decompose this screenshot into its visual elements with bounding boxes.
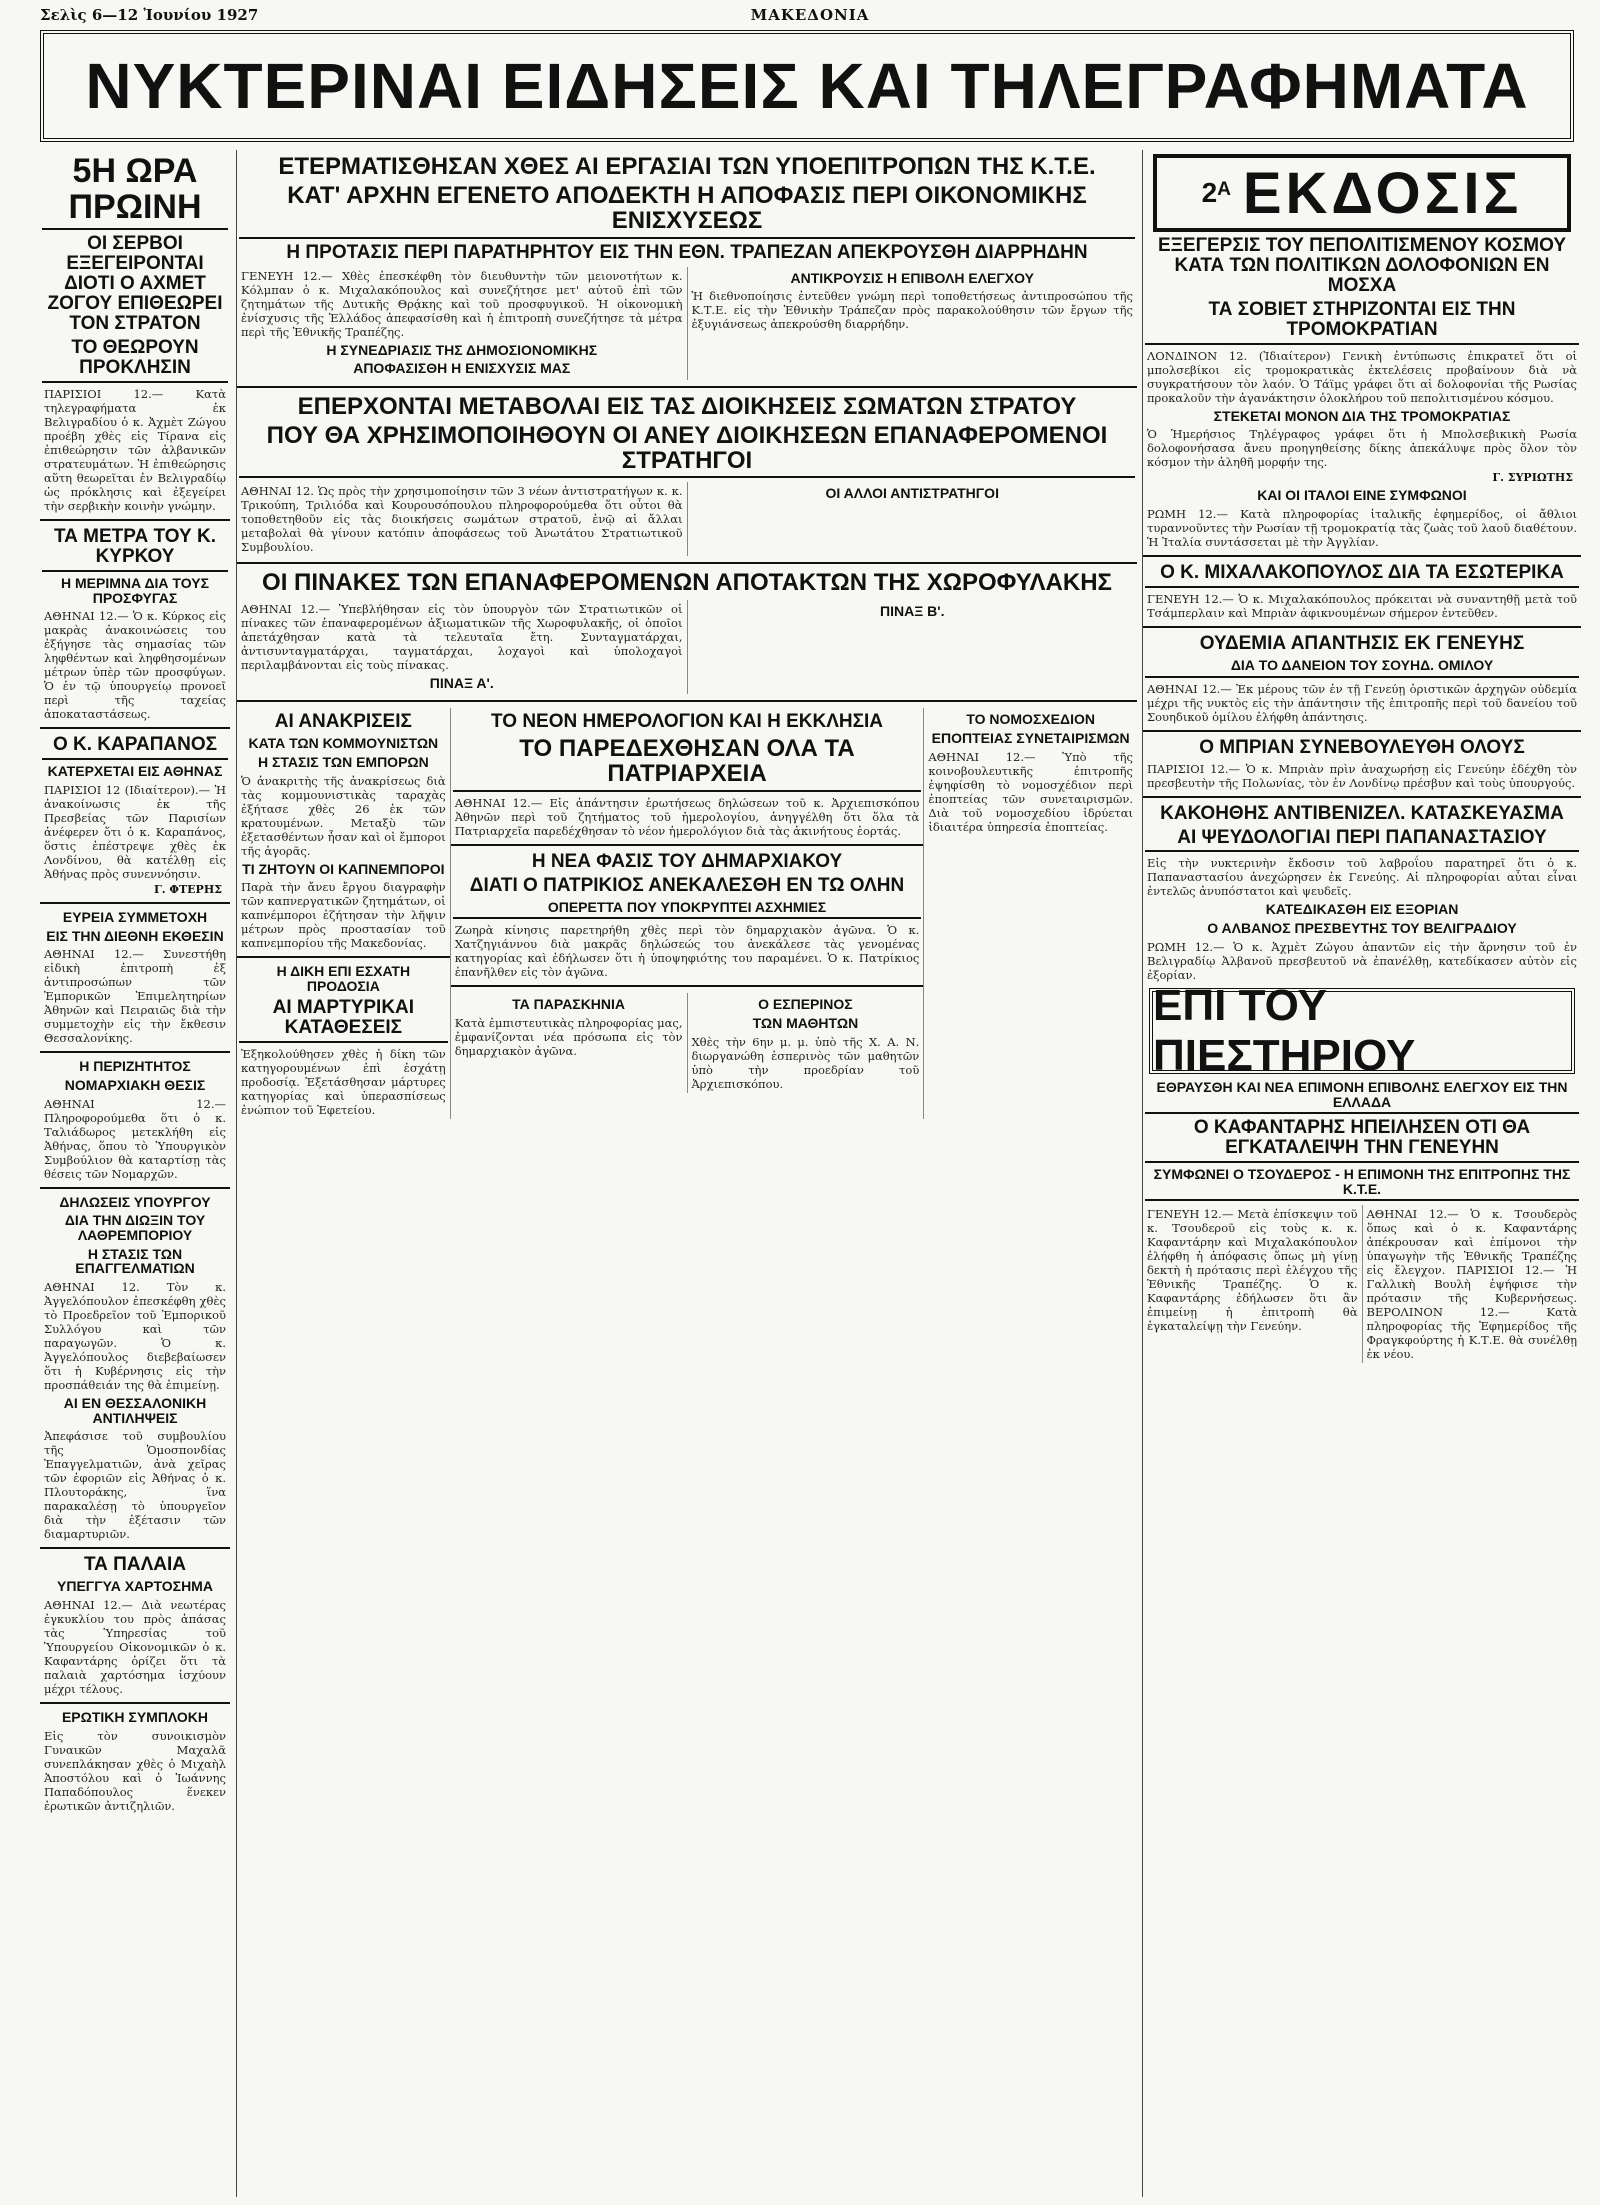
press-headline-3: ΣΥΜΦΩΝΕΙ Ο ΤΣΟΥΔΕΡΟΣ - Η ΕΠΙΜΟΝΗ ΤΗΣ ΕΠΙΤΡΟΠΗΣ ΤΗΣ Κ.Τ.Ε. bbox=[1145, 1167, 1579, 1201]
karapanos-headline: Ο Κ. ΚΑΡΑΠΑΝΟΣ bbox=[42, 735, 228, 760]
moscow-subheadline: ΤΑ ΣΟΒΙΕΤ ΣΤΗΡΙΖΟΝΤΑΙ ΕΙΣ ΤΗΝ ΤΡΟΜΟΚΡΑΤΙΑΝ bbox=[1145, 300, 1579, 345]
pallaia-headline: ΤΑ ΠΑΛΑΙΑ bbox=[83, 1554, 187, 1576]
katad-headline: ΚΑΤΕΔΙΚΑΣΘΗ ΕΙΣ ΕΞΟΡΙΑΝ bbox=[1265, 901, 1459, 918]
date-line: Σελὶς 6—12 Ἰουνίου 1927 bbox=[40, 6, 259, 24]
mich-article: ΓΕΝΕΥΗ 12.— Ὁ κ. Μιχαλακόπουλος πρόκειται νὰ συναντηθῇ μετὰ τοῦ Τσάμπερλαιν καὶ Μπριὰν ἀφικνουμένων σήμερον ἐντεῦθεν. bbox=[1147, 592, 1577, 620]
edition-box bbox=[1153, 154, 1571, 232]
army-sub: ΟΙ ΑΛΛΟΙ ΑΝΤΙΣΤΡΑΤΗΓΟΙ bbox=[825, 485, 999, 502]
kte-sub-1: Η ΣΥΝΕΔΡΙΑΣΙΣ ΤΗΣ ΔΗΜΟΣΙΟΝΟΜΙΚΗΣ bbox=[326, 341, 598, 358]
kapn-article: Παρὰ τὴν ἄνευ ἔργου διαγραφὴν τῶν καπνεργατικῶν ζητημάτων, οἱ καπνέμποροι ἐζήτησαν τὴν λῆψιν μέτρων πρὸς προστασίαν τοῦ καπνεμπορίου τῆς Μακεδονίας. bbox=[241, 880, 446, 951]
ouden-subheadline: ΔΙΑ ΤΟ ΔΑΝΕΙΟΝ ΤΟΥ ΣΟΥΗΔ. ΟΜΙΛΟΥ bbox=[1145, 658, 1579, 678]
ouden-article: ΑΘΗΝΑΙ 12.— Ἐκ μέρους τῶν ἐν τῇ Γενεύῃ ὁριστικῶν ἀρχηγῶν οὐδεμία μέχρι τῆς νυκτὸς εἰς τὴν ἀπάντησιν τῆς ἐπιτροπῆς περὶ τοῦ δανείου τοῦ Σουηδικοῦ ὁμίλου ἐλήφθη ἀπάντησις. bbox=[1147, 681, 1577, 724]
army-body bbox=[237, 482, 1137, 556]
kte-headline-3: Η ΠΡΟΤΑΣΙΣ ΠΕΡΙ ΠΑΡΑΤΗΡΗΤΟΥ ΕΙΣ ΤΗΝ ΕΘΝ. ΤΡΑΠΕΖΑΝ ΑΠΕΚΡΟΥΣΘΗ ΔΙΑΡΡΗΔΗΝ bbox=[286, 241, 1088, 263]
trial-headline: Η ΔΙΚΗ ΕΠΙ ΕΣΧΑΤΗ ΠΡΟΔΟΣΙΑ bbox=[276, 963, 411, 994]
page-banner bbox=[40, 30, 1574, 142]
calendar-article: ΑΘΗΝΑΙ 12.— Εἰς ἀπάντησιν ἐρωτήσεως δηλώσεων τοῦ κ. Ἀρχιεπισκόπου Ἀθηνῶν περὶ τοῦ ζητήματος τοῦ ἡμερολογίου, ἀνηγγέλθη ὅτι ὅλα τὰ Πατριαρχεῖα παρεδέχθησαν τὸ νέον ἡμερολόγιον διὰ τὰς ἀκινήτους ἑορτάς. bbox=[454, 795, 920, 838]
pallaia-subheadline: ΥΠΕΓΓΥΑ ΧΑΡΤΟΣΗΜΑ bbox=[57, 1578, 213, 1595]
serbs-article: ΠΑΡΙΣΙΟΙ 12.— Κατὰ τηλεγραφήματα ἐκ Βελιγραδίου ὁ κ. Ἀχμὲτ Ζώγου προέβη χθὲς εἰς Τίρανα εἰς ἐπιθεώρησιν τῶν ἀλβανικῶν στρατευμάτων. Ἡ ἐπιθεώρησις αὕτη θεωρεῖται ἐν Βελιγραδίῳ ὡς πρόκλησις καὶ ἐξεγείρει τὴν σερβικὴν κοινὴν γνώμην. bbox=[44, 386, 226, 513]
kakoh-headline: ΚΑΚΟΗΘΗΣ ΑΝΤΙΒΕΝΙΖΕΛ. ΚΑΤΑΣΚΕΥΑΣΜΑ bbox=[1160, 802, 1564, 824]
katad-article: ΡΩΜΗ 12.— Ὁ κ. Ἀχμὲτ Ζώγου ἀπαντῶν εἰς τὴν ἄρνησιν τοῦ ἐν Βελιγραδίῳ Ἀλβανοῦ πρεσβευτοῦ νὰ ἐπανέλθῃ, κατεδίκασεν αὐτὸν εἰς ἐξορίαν. bbox=[1147, 939, 1577, 982]
synet-headline: ΤΟ ΝΟΜΟΣΧΕΔΙΟΝ bbox=[966, 711, 1095, 728]
edition-number: 2ᴬ bbox=[1201, 177, 1231, 208]
esper-subheadline: ΤΩΝ ΜΑΘΗΤΩΝ bbox=[752, 1014, 859, 1031]
kte-headline: ΕΤΕΡΜΑΤΙΣΘΗΣΑΝ ΧΘΕΣ ΑΙ ΕΡΓΑΣΙΑΙ ΤΩΝ ΥΠΟΕΠΙΤΡΟΠΩΝ ΤΗΣ Κ.Τ.Ε. bbox=[278, 153, 1096, 180]
erotiki-headline: ΕΡΩΤΙΚΗ ΣΥΜΠΛΟΚΗ bbox=[61, 1709, 209, 1725]
comm-headline: ΑΙ ΑΝΑΚΡΙΣΕΙΣ bbox=[274, 711, 412, 733]
pallaia-article: ΑΘΗΝΑΙ 12.— Διὰ νεωτέρας ἐγκυκλίου του πρὸς ἁπάσας τὰς Ὑπηρεσίας τοῦ Ὑπουργείου Οἰκονομικῶν ὁ κ. Καφαντάρης ὁρίζει ὅτι τὰ παλαιὰ χαρτόσημα ἰσχύουν μέχρι τέλους. bbox=[44, 1598, 226, 1696]
army-headline-2: ΠΟΥ ΘΑ ΧΡΗΣΙΜΟΠΟΙΗΘΟΥΝ ΟΙ ΑΝΕΥ ΔΙΟΙΚΗΣΕΩΝ ΕΠΑΝΑΦΕΡΟΜΕΝΟΙ ΣΤΡΑΤΗΓΟΙ bbox=[239, 423, 1135, 478]
italy-article: ΡΩΜΗ 12.— Κατὰ πληροφορίας ἰταλικῆς ἐφημερίδος, οἱ ἄθλιοι τυραννοῦντες τὴν Ρωσίαν τῇ τρομοκρατίᾳ τὰς ζωὰς τοῦ λαοῦ διαθέτουν. Ἡ Ἰταλία συντάσσεται μὲ τὴν Ἀγγλίαν. bbox=[1147, 507, 1577, 550]
kte-headline-2: ΚΑΤ' ΑΡΧΗΝ ΕΓΕΝΕΤΟ ΑΠΟΔΕΚΤΗ Η ΑΠΟΦΑΣΙΣ ΠΕΡΙ ΟΙΚΟΝΟΜΙΚΗΣ ΕΝΙΣΧΥΣΕΩΣ bbox=[239, 183, 1135, 238]
masthead bbox=[40, 6, 1580, 28]
moscow-article: ΛΟΝΔΙΝΟΝ 12. (Ἰδιαίτερον) Γενικὴ ἐντύπωσις ἐπικρατεῖ ὅτι οἱ μπολσεβίκοι εἰς τρομοκρατικὰς ἐκτελέσεις προβαίνουν διὰ νὰ συγκρατήσουν τὸν λαόν. Ὁ Τάϊμς γράφει ὅτι αἱ δολοφονίαι τῆς Ρωσίας προκαλοῦν τὴν ἀγανάκτησιν ὁλοκλήρου τοῦ πεπολιτισμένου κόσμου. bbox=[1147, 348, 1577, 405]
esper-article: Χθὲς τὴν 6ην μ. μ. ὑπὸ τῆς Χ. Α. Ν. διωργανώθη ἑσπερινὸς τῶν μαθητῶν ὑπὸ τὴν προεδρίαν τοῦ Ἀρχιεπισκόπου. bbox=[691, 1034, 920, 1091]
mich-headline: Ο Κ. ΜΙΧΑΛΑΚΟΠΟΥΛΟΣ ΔΙΑ ΤΑ ΕΣΩΤΕΡΙΚΑ bbox=[1145, 563, 1579, 588]
kapn-headline: ΤΙ ΖΗΤΟΥΝ ΟΙ ΚΑΠΝΕΜΠΟΡΟΙ bbox=[242, 860, 445, 877]
briand-article: ΠΑΡΙΣΙΟΙ 12.— Ὁ κ. Μπριὰν πρὶν ἀναχωρήσῃ εἰς Γενεύην ἐδέχθη τὸν πρεσβευτὴν τῆς Πολωνίας, τὸν ἐν Λονδίνῳ πρέσβυν καὶ τοὺς ὑπουργούς. bbox=[1147, 761, 1577, 790]
mayoral-article: Ζωηρὰ κίνησις παρετηρήθη χθὲς περὶ τὸν δημαρχιακὸν ἀγῶνα. Ὁ κ. Χατζηγιάννου διὰ μακρᾶς δηλώσεώς του ἀνεκάλεσε τὰς γενομένας κατηγορίας καὶ ἐδήλωσεν ὅτι ἡ ὑποψηφιότης του παραμένει. Ὁ κ. Πατρίκιος ἐπανῆλθεν εἰς τὸν ἀγῶνα. bbox=[454, 923, 920, 980]
karapanos-signature: Γ. ΦΤΕΡΗΣ bbox=[153, 882, 222, 896]
pinax-a-heading: ΠΙΝΑΞ Α'. bbox=[429, 674, 494, 691]
minister-subheadline: ΔΙΑ ΤΗΝ ΔΙΩΞΙΝ ΤΟΥ ΛΑΘΡΕΜΠΟΡΙΟΥ bbox=[64, 1212, 206, 1243]
minister-headline: ΔΗΛΩΣΕΙΣ ΥΠΟΥΡΓΟΥ bbox=[59, 1193, 211, 1210]
lower-center bbox=[237, 708, 1137, 1118]
bottom-center bbox=[451, 993, 924, 1092]
gendarmerie-headline: ΟΙ ΠΙΝΑΚΕΣ ΤΩΝ ΕΠΑΝΑΦΕΡΟΜΕΝΩΝ ΑΠΟΤΑΚΤΩΝ ΤΗΣ ΧΩΡΟΦΥΛΑΚΗΣ bbox=[262, 569, 1112, 597]
trial-article: Ἐξηκολούθησεν χθὲς ἡ δίκη τῶν κατηγορουμένων ἐπὶ ἐσχάτῃ προδοσίᾳ. Ἐξετάσθησαν μάρτυρες κατηγορίας καὶ ὑπερασπίσεως ἐνώπιον τοῦ Ἐφετείου. bbox=[241, 1046, 446, 1117]
trial-subheadline: ΑΙ ΜΑΡΤΥΡΙΚΑΙ ΚΑΤΑΘΕΣΕΙΣ bbox=[239, 998, 448, 1043]
press-article: ΓΕΝΕΥΗ 12.— Μετὰ ἐπίσκεψιν τοῦ κ. Τσουδεροῦ εἰς τοὺς κ. κ. Καφαντάρην καὶ Μιχαλακόπουλον ἐλήφθη ἡ ἀπόφασις ὅπως μὴ γίνῃ δεκτὴ ἡ πρότασις περὶ ἐλέγχου τῆς Ἐθνικῆς Τραπέζης. Ὁ κ. Καφαντάρης ἐδήλωσεν ὅτι ἂν ἐπιμείνῃ ἡ ἐπιτροπὴ θὰ ἐγκαταλείψῃ τὴν Γενεύην. bbox=[1147, 1207, 1358, 1334]
press-headline-2: Ο ΚΑΦΑΝΤΑΡΗΣ ΗΠΕΙΛΗΣΕΝ ΟΤΙ ΘΑ ΕΓΚΑΤΑΛΕΙΨΗ ΤΗΝ ΓΕΝΕΥΗΝ bbox=[1145, 1118, 1579, 1163]
center-column bbox=[236, 150, 1137, 2197]
kte-sub-2: ΑΠΟΦΑΣΙΣΘΗ Η ΕΝΙΣΧΥΣΙΣ ΜΑΣ bbox=[353, 360, 571, 377]
briand-headline: Ο ΜΠΡΙΑΝ ΣΥΝΕΒΟΥΛΕΥΘΗ ΟΛΟΥΣ bbox=[1199, 736, 1525, 758]
mayoral-headline: Η ΝΕΑ ΦΑΣΙΣ ΤΟΥ ΔΗΜΑΡΧΙΑΚΟΥ bbox=[531, 850, 843, 872]
minister-subheadline-2: Η ΣΤΑΣΙΣ ΤΩΝ ΕΠΑΓΓΕΛΜΑΤΙΩΝ bbox=[75, 1245, 195, 1277]
expo-article: ΑΘΗΝΑΙ 12.— Συνεστήθη εἰδικὴ ἐπιτροπὴ ἐξ ἀντιπροσώπων τῶν Ἐμπορικῶν Ἐπιμελητηρίων Ἀθηνῶν καὶ Πειραιῶς διὰ τὴν συμμετοχὴν εἰς τὴν ἔκθεσιν Θεσσαλονίκης. bbox=[44, 947, 226, 1046]
moscow-signature: Γ. ΣΥΡΙΩΤΗΣ bbox=[1492, 471, 1573, 485]
kakoh-article: Εἰς τὴν νυκτερινὴν ἔκδοσιν τοῦ λαβροΐου παρατηρεῖ ὅτι ὁ κ. Παπαναστασίου ἀνεχώρησεν ἐκ Γενεύης. Αἱ πληροφορίαι αὗται εἶναι ἐντελῶς ἀνυπόστατοι καὶ ψευδεῖς. bbox=[1147, 856, 1577, 899]
moscow-headline: ΕΞΕΓΕΡΣΙΣ ΤΟΥ ΠΕΠΟΛΙΤΙΣΜΕΝΟΥ ΚΟΣΜΟΥ ΚΑΤΑ ΤΩΝ ΠΟΛΙΤΙΚΩΝ ΔΟΛΟΦΟΝΙΩΝ ΕΝ ΜΟΣΧΑ bbox=[1158, 235, 1566, 296]
karapanos-article: ΠΑΡΙΣΙΟΙ 12 (Ιδιαίτερον).— Ἡ ἀνακοίνωσις ἐκ τῆς Πρεσβείας τῶν Παρισίων ἀνέφερεν ὅτι ὁ κ. Καραπάνος, ὅστις ἐπέστρεψε χθὲς ἐκ Λονδίνου, θὰ κατέλθῃ εἰς Ἀθήνας πρὸς συνεννόησιν. bbox=[44, 782, 226, 881]
kakoh-subheadline: ΑΙ ΨΕΥΔΟΛΟΓΙΑΙ ΠΕΡΙ ΠΑΠΑΝΑΣΤΑΣΙΟΥ bbox=[1145, 828, 1579, 853]
comm-subheadline-2: Η ΣΤΑΣΙΣ ΤΩΝ ΕΜΠΟΡΩΝ bbox=[257, 753, 429, 770]
expo-subheadline: ΕΙΣ ΤΗΝ ΔΙΕΘΝΗ ΕΚΘΕΣΙΝ bbox=[46, 927, 224, 944]
press-box bbox=[1149, 980, 1575, 1080]
minister-article: ΑΘΗΝΑΙ 12. Τὸν κ. Ἀγγελόπουλον ἐπεσκέφθη χθὲς τὸ Προεδρεῖον τοῦ Ἐμπορικοῦ Συλλόγου καὶ τῶν παραγωγῶν. Ὁ κ. Ἀγγελόπουλος διεβεβαίωσεν ὅτι ἡ Κυβέρνησις εἰς τὴν προσπάθειάν της θὰ ἐπιμείνῃ. bbox=[44, 1280, 226, 1392]
army-headline: ΕΠΕΡΧΟΝΤΑΙ ΜΕΤΑΒΟΛΑΙ ΕΙΣ ΤΑΣ ΔΙΟΙΚΗΣΕΙΣ ΣΩΜΑΤΩΝ ΣΤΡΑΤΟΥ bbox=[297, 392, 1077, 420]
synet-article: ΑΘΗΝΑΙ 12.— Ὑπὸ τῆς κοινοβουλευτικῆς ἐπιτροπῆς ἐψηφίσθη τὸ νομοσχέδιον περὶ ἐποπτείας τῶν συνεταιρισμῶν. Διὰ τοῦ νομοσχεδίου ἱδρύεται ἰδιαιτέρα ὑπηρεσία ἐποπτείας. bbox=[928, 749, 1133, 834]
calendar-headline: ΤΟ ΝΕΟΝ ΗΜΕΡΟΛΟΓΙΟΝ ΚΑΙ Η ΕΚΚΛΗΣΙΑ bbox=[491, 711, 883, 733]
calendar-subheadline: ΤΟ ΠΑΡΕΔΕΧΘΗΣΑΝ ΟΛΑ ΤΑ ΠΑΤΡΙΑΡΧΕΙΑ bbox=[453, 736, 922, 791]
nomarch-article: ΑΘΗΝΑΙ 12.— Πληροφορούμεθα ὅτι ὁ κ. Ταλιάδωρος μετεκλήθη εἰς Ἀθήνας, ὅπου τὸ Ὑπουργικὸν Συμβούλιον θὰ καταρτίσῃ τὰς θέσεις τῶν Νομαρχῶν. bbox=[44, 1096, 226, 1181]
kte-body bbox=[237, 267, 1137, 380]
army-article: ΑΘΗΝΑΙ 12. Ὡς πρὸς τὴν χρησιμοποίησιν τῶν 3 νέων ἀντιστρατήγων κ. κ. Τρικούπη, Τριλιόδα καὶ Κουρουσόπουλου πληροφορούμεθα ὅτι οὗτοι θὰ τοποθετηθοῦν εἰς τὰς διοικήσεις σωμάτων στρατοῦ, ἐνῷ αἱ ἄλλαι μεταβολαὶ θὰ γίνουν κατόπιν ἀποφάσεως τοῦ Ἀνωτάτου Στρατιωτικοῦ Συμβουλίου. bbox=[241, 484, 683, 555]
gendarmerie-article: ΑΘΗΝΑΙ 12.— Ὑπεβλήθησαν εἰς τὸν ὑπουργὸν τῶν Στρατιωτικῶν οἱ πίνακες τῶν ἐπαναφερομένων ἀξιωματικῶν τῆς Χωροφυλακῆς, οἱ ὁποῖοι ἀπετάχθησαν κατὰ τὰ τελευταῖα ἔτη. Συνταγματάρχαι, ἀντισυνταγματάρχαι, ταγματάρχαι, λοχαγοὶ καὶ ὑπολοχαγοὶ περιλαμβάνονται εἰς τοὺς πίνακας. bbox=[241, 601, 683, 672]
synet-subheadline: ΕΠΟΠΤΕΙΑΣ ΣΥΝΕΤΑΙΡΙΣΜΩΝ bbox=[931, 730, 1130, 746]
thess-article: Ἀπεφάσισε τοῦ συμβουλίου τῆς Ὁμοσπονδίας Ἐπαγγελματιῶν, ἀνὰ χεῖρας τῶν ἐφοριῶν εἰς Ἀθήνας ὁ κ. Πλουτοράκης, ἵνα παρακαλέσῃ τὸ ὑπουργεῖον διὰ τὴν ἐξέτασιν τῶν διαμαρτυριῶν. bbox=[44, 1429, 226, 1542]
parak-headline: ΤΑ ΠΑΡΑΣΚΗΝΙΑ bbox=[512, 996, 626, 1013]
esper-headline: Ο ΕΣΠΕΡΙΝΟΣ bbox=[758, 996, 853, 1013]
kyrkos-article: ΑΘΗΝΑΙ 12.— Ὁ κ. Κύρκος εἰς μακρὰς ἀνακοινώσεις του ἐξήγησε τὰς σημασίας τῶν ληφθέντων καὶ ληφθησομένων μέτρων ὑπὲρ τῶν προσφύγων. Ὁ ἐν τῷ ὑπουργείῳ προνοεῖ περὶ τῆς ταχείας ἀποκαταστάσεως. bbox=[44, 609, 226, 722]
pinax-b-heading: ΠΙΝΑΞ Β'. bbox=[880, 602, 945, 619]
right-column bbox=[1142, 150, 1581, 2197]
erotiki-article: Εἰς τὸν συνοικισμὸν Γυναικῶν Μαχαλᾶ συνεπλάκησαν χθὲς ὁ Μιχαὴλ Ἀποστόλου καὶ ὁ Ἰωάννης Παπαδόπουλος ἕνεκεν ἐρωτικῶν ἀντιζηλιῶν. bbox=[44, 1728, 226, 1813]
nomarch-subheadline: ΝΟΜΑΡΧΙΑΚΗ ΘΕΣΙΣ bbox=[64, 1076, 206, 1093]
italy-headline: ΚΑΙ ΟΙ ΙΤΑΛΟΙ ΕΙΝΕ ΣΥΜΦΩΝΟΙ bbox=[1257, 487, 1467, 504]
moscow-sub: ΣΤΕΚΕΤΑΙ ΜΟΝΟΝ ΔΙΑ ΤΗΣ ΤΡΟΜΟΚΡΑΤΙΑΣ bbox=[1213, 407, 1511, 424]
mayoral-subheadline: ΔΙΑΤΙ Ο ΠΑΤΡΙΚΙΟΣ ΑΝΕΚΑΛΕΣΘΗ ΕΝ ΤΩ ΟΛΗΝ bbox=[469, 874, 905, 896]
parak-article: Κατὰ ἐμπιστευτικὰς πληροφορίας μας, ἐμφανίζονται νέα πρόσωπα εἰς τὸν δημαρχιακὸν ἀγῶνα. bbox=[454, 1015, 683, 1058]
moscow-article-2: Ὁ Ἡμερήσιος Τηλέγραφος γράφει ὅτι ἡ Μπολσεβικικὴ Ρωσία δολοφονήσασα ἄνευ προηγηθείσης δίκης ἀπεκάλυψε πρὸς ὅλον τὸν κόσμον τὴν ἀληθῆ μορφήν της. bbox=[1147, 427, 1577, 470]
edition-label: ΕΚΔΟΣΙΣ bbox=[1242, 160, 1523, 226]
serbs-headline: ΟΙ ΣΕΡΒΟΙ ΕΞΕΓΕΙΡΟΝΤΑΙ ΔΙΟΤΙ Ο ΑΧΜΕΤ ΖΟΓΟΥ ΕΠΙΘΕΩΡΕΙ ΤΟΝ ΣΤΡΑΤΟΝ bbox=[47, 233, 223, 335]
serbs-subheadline: ΤΟ ΘΕΩΡΟΥΝ ΠΡΟΚΛΗΣΙΝ bbox=[42, 338, 228, 383]
press-body bbox=[1143, 1205, 1581, 1363]
gendarmerie-body bbox=[237, 600, 1137, 695]
ouden-headline: ΟΥΔΕΜΙΑ ΑΠΑΝΤΗΣΙΣ ΕΚ ΓΕΝΕΥΗΣ bbox=[1199, 633, 1525, 654]
comm-subheadline: ΚΑΤΑ ΤΩΝ ΚΟΜΜΟΥΝΙΣΤΩΝ bbox=[248, 735, 439, 752]
kyrkos-headline: ΤΑ ΜΕΤΡΑ ΤΟΥ Κ. ΚΥΡΚΟΥ bbox=[42, 527, 228, 572]
thess-headline: ΑΙ ΕΝ ΘΕΣΣΑΛΟΝΙΚΗ ΑΝΤΙΛΗΨΕΙΣ bbox=[63, 1395, 207, 1426]
paper-name: ΜΑΚΕΔΟΝΙΑ bbox=[750, 6, 870, 24]
nomarch-headline: Η ΠΕΡΙΖΗΤΗΤΟΣ bbox=[79, 1058, 191, 1075]
press-title: ΕΠΙ ΤΟΥ ΠΙΕΣΤΗΡΙΟΥ bbox=[1153, 980, 1416, 1080]
karapanos-subheadline: ΚΑΤΕΡΧΕΤΑΙ ΕΙΣ ΑΘΗΝΑΣ bbox=[47, 763, 223, 780]
kyrkos-subheadline: Η ΜΕΡΙΜΝΑ ΔΙΑ ΤΟΥΣ ΠΡΟΣΦΥΓΑΣ bbox=[61, 574, 209, 606]
banner-title: ΝΥΚΤΕΡΙΝΑΙ ΕΙΔΗΣΕΙΣ ΚΑΙ ΤΗΛΕΓΡΑΦΗΜΑΤΑ bbox=[85, 50, 1529, 122]
kte-sub-3: ΑΝΤΙΚΡΟΥΣΙΣ Η ΕΠΙΒΟΛΗ ΕΛΕΓΧΟΥ bbox=[790, 269, 1034, 286]
expo-headline: ΕΥΡΕΙΑ ΣΥΜΜΕΤΟΧΗ bbox=[62, 908, 208, 925]
press-article-2: ΑΘΗΝΑΙ 12.— Ὁ κ. Τσουδερὸς ὅπως καὶ ὁ κ. Καφαντάρης ἀπέκρουσαν καὶ ἐπίμονοι τὴν ὑπαγωγὴν τῆς Ἐθνικῆς Τραπέζης εἰς ἔλεγχον. ΠΑΡΙΣΙΟΙ 12.— Ἡ Γαλλικὴ Βουλὴ ἐψήφισε τὴν πρότασιν τῆς Κυβερνήσεως. ΒΕΡΟΛΙΝΟΝ 12.— Κατὰ πληροφορίας τῆς Ἐφημερίδος τῆς Φραγκφούρτης ἡ Κ.Τ.Ε. θὰ συνέλθῃ ἐκ νέου. bbox=[1366, 1207, 1577, 1362]
comm-article: Ὁ ἀνακριτὴς τῆς ἀνακρίσεως διὰ τὰς κομμουνιστικὰς ταραχὰς ἐξήτασε χθὲς 26 ἐκ τῶν κρατουμένων. Μεταξὺ τῶν ἐξετασθέντων ἦσαν καὶ οἱ ἔμποροι τῆς ἀγορᾶς. bbox=[241, 773, 446, 858]
kte-article: ΓΕΝΕΥΗ 12.— Χθὲς ἐπεσκέφθη τὸν διευθυντὴν τῶν μειονοτήτων κ. Κόλμπαν ὁ κ. Μιχαλακόπουλος καὶ συνεζήτησε μετ' αὐτοῦ ἐπὶ τῶν ζητημάτων τῆς Δυτικῆς Θρᾴκης καὶ τοῦ προσφυγικοῦ. Ἡ οἰκονομικὴ ἐνίσχυσις τῆς Ἑλλάδος ἀπεφασίσθη καὶ ἡ ἐπιτροπὴ συνεζήτησε τὰ μέτρα περὶ τῆς Ἐθνικῆς Τραπέζης. bbox=[241, 268, 683, 339]
mayoral-subheadline-2: ΟΠΕΡΕΤΤΑ ΠΟΥ ΥΠΟΚΡΥΠΤΕΙ ΑΣΧΗΜΙΕΣ bbox=[453, 900, 922, 920]
press-headline: ΕΘΡΑΥΣΘΗ ΚΑΙ ΝΕΑ ΕΠΙΜΟΝΗ ΕΠΙΒΟΛΗΣ ΕΛΕΓΧΟΥ ΕΙΣ ΤΗΝ ΕΛΛΑΔΑ bbox=[1145, 1080, 1579, 1114]
hour-heading: 5Η ΩΡΑ ΠΡΩΙΝΗ bbox=[42, 154, 228, 230]
left-column bbox=[40, 150, 230, 2197]
katad-subheadline: Ο ΑΛΒΑΝΟΣ ΠΡΕΣΒΕΥΤΗΣ ΤΟΥ ΒΕΛΙΓΡΑΔΙΟΥ bbox=[1207, 920, 1517, 937]
kte-article-2: Ἡ διεθνοποίησις ἐντεῦθεν γνώμη περὶ τοποθετήσεως ἀντιπροσώπου τῆς Κ.Τ.Ε. εἰς τὴν Ἐθνικὴν Τράπεζαν πρὸς παρακολούθησιν τῶν ἔργων τῆς ἐξυγιάνσεως ἀπεκρούσθη διαρρήδην. bbox=[691, 289, 1133, 332]
